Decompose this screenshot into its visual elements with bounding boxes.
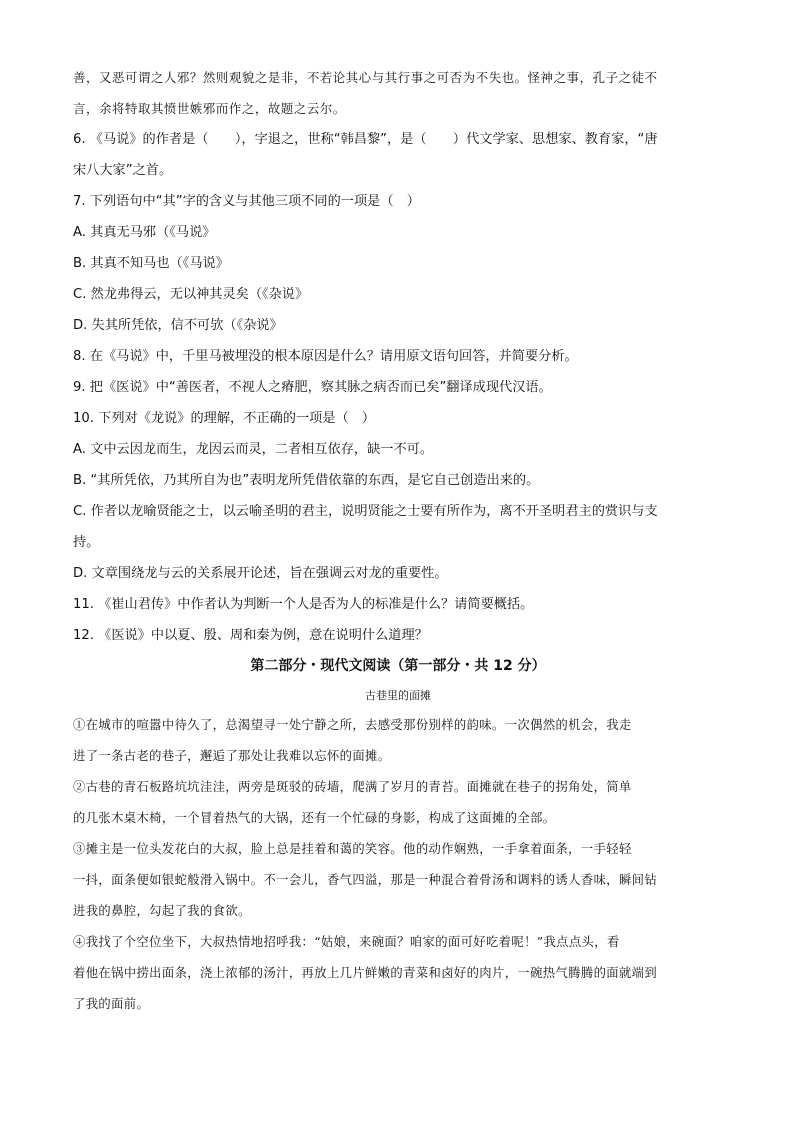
article-line: ①在城市的喧嚣中待久了，总渴望寻一处宁静之所，去感受那份别样的韵味。一次偶然的机会，我走	[73, 718, 632, 732]
question-12: 12. 《医说》中以夏、殷、周和秦为例，意在说明什么道理？	[73, 628, 428, 643]
question-7: 7. 下列语句中“其”字的含义与其他三项不同的一项是（ ）	[73, 194, 420, 209]
article-line: ③摊主是一位头发花白的大叔，脸上总是挂着和蔼的笑容。他的动作娴熟，一手拿着面条，一手轻轻	[73, 842, 632, 856]
article-title: 古巷里的面摊	[365, 689, 431, 702]
question-10-option-c-line-2: 持。	[73, 535, 100, 550]
question-10: 10. 下列对《龙说》的理解，不正确的一项是（ ）	[73, 411, 376, 426]
question-7-option-a: A. 其真无马邪（《马说》	[73, 225, 216, 240]
question-6-line-1: 6. 《马说》的作者是（ ），字退之，世称“韩昌黎”，是（ ）代文学家、思想家、教育家，“唐	[73, 132, 658, 147]
section-title: 第二部分・现代文阅读（第一部分・共 12 分）	[250, 658, 546, 674]
classical-text-tail	[73, 62, 723, 124]
question-10-option-b: B. “其所凭依，乃其所自为也”表明龙所凭借依靠的东西，是它自己创造出来的。	[73, 473, 540, 488]
question-10-option-d: D. 文章围绕龙与云的关系展开论述，旨在强调云对龙的重要性。	[73, 566, 448, 581]
question-6-line-2: 宋八大家”之首。	[73, 163, 173, 178]
article-line: ④我找了个空位坐下，大叔热情地招呼我：“姑娘，来碗面？咱家的面可好吃着呢！”我点点头，看	[73, 935, 620, 949]
text-line: 言，余将特取其愤世嫉邪而作之，故题之云尔。	[73, 101, 346, 116]
article-line: 着他在锅中捞出面条，浇上浓郁的汤汁，再放上几片鲜嫩的青菜和卤好的肉片，一碗热气腾腾的面就端到	[73, 966, 658, 980]
question-9: 9. 把《医说》中“善医者，不视人之瘠肥，察其脉之病否而已矣”翻译成现代汉语。	[73, 380, 552, 395]
question-7-option-d: D. 失其所凭依，信不可欤（《杂说》	[73, 318, 283, 333]
question-7-option-b: B. 其真不知马也（《马说》	[73, 256, 229, 271]
article-line: ②古巷的青石板路坑坑洼洼，两旁是斑驳的砖墙，爬满了岁月的青苔。面摊就在巷子的拐角处，简单	[73, 780, 632, 794]
question-7-option-c: C. 然龙弗得云，无以神其灵矣（《杂说》	[73, 287, 309, 302]
question-list	[73, 124, 723, 651]
article-line: 了我的面前。	[73, 997, 150, 1011]
question-10-option-c-line-1: C. 作者以龙喻贤能之士，以云喻圣明的君主，说明贤能之士要有所作为，离不开圣明君主的赏识与支	[73, 504, 658, 519]
article-line: 进我的鼻腔，勾起了我的食欲。	[73, 904, 251, 918]
question-11: 11. 《崔山君传》中作者认为判断一个人是否为人的标准是什么？请简要概括。	[73, 597, 534, 612]
article-line: 一抖，面条便如银蛇般滑入锅中。不一会儿，香气四溢，那是一种混合着骨汤和调料的诱人香味，瞬间钻	[73, 873, 658, 887]
article-body	[73, 710, 723, 1020]
article-line: 进了一条古老的巷子，邂逅了那处让我难以忘怀的面摊。	[73, 749, 391, 763]
article-line: 的几张木桌木椅，一个冒着热气的大锅，还有一个忙碌的身影，构成了这面摊的全部。	[73, 811, 556, 825]
text-line: 善，又恶可谓之人邪？然则观貌之是非，不若论其心与其行事之可否为不失也。怪神之事，孔子之徒不	[73, 70, 658, 85]
question-8: 8. 在《马说》中，千里马被埋没的根本原因是什么？请用原文语句回答，并简要分析。	[73, 349, 578, 364]
question-10-option-a: A. 文中云因龙而生，龙因云而灵，二者相互依存，缺一不可。	[73, 442, 434, 457]
document-page	[73, 62, 723, 1020]
